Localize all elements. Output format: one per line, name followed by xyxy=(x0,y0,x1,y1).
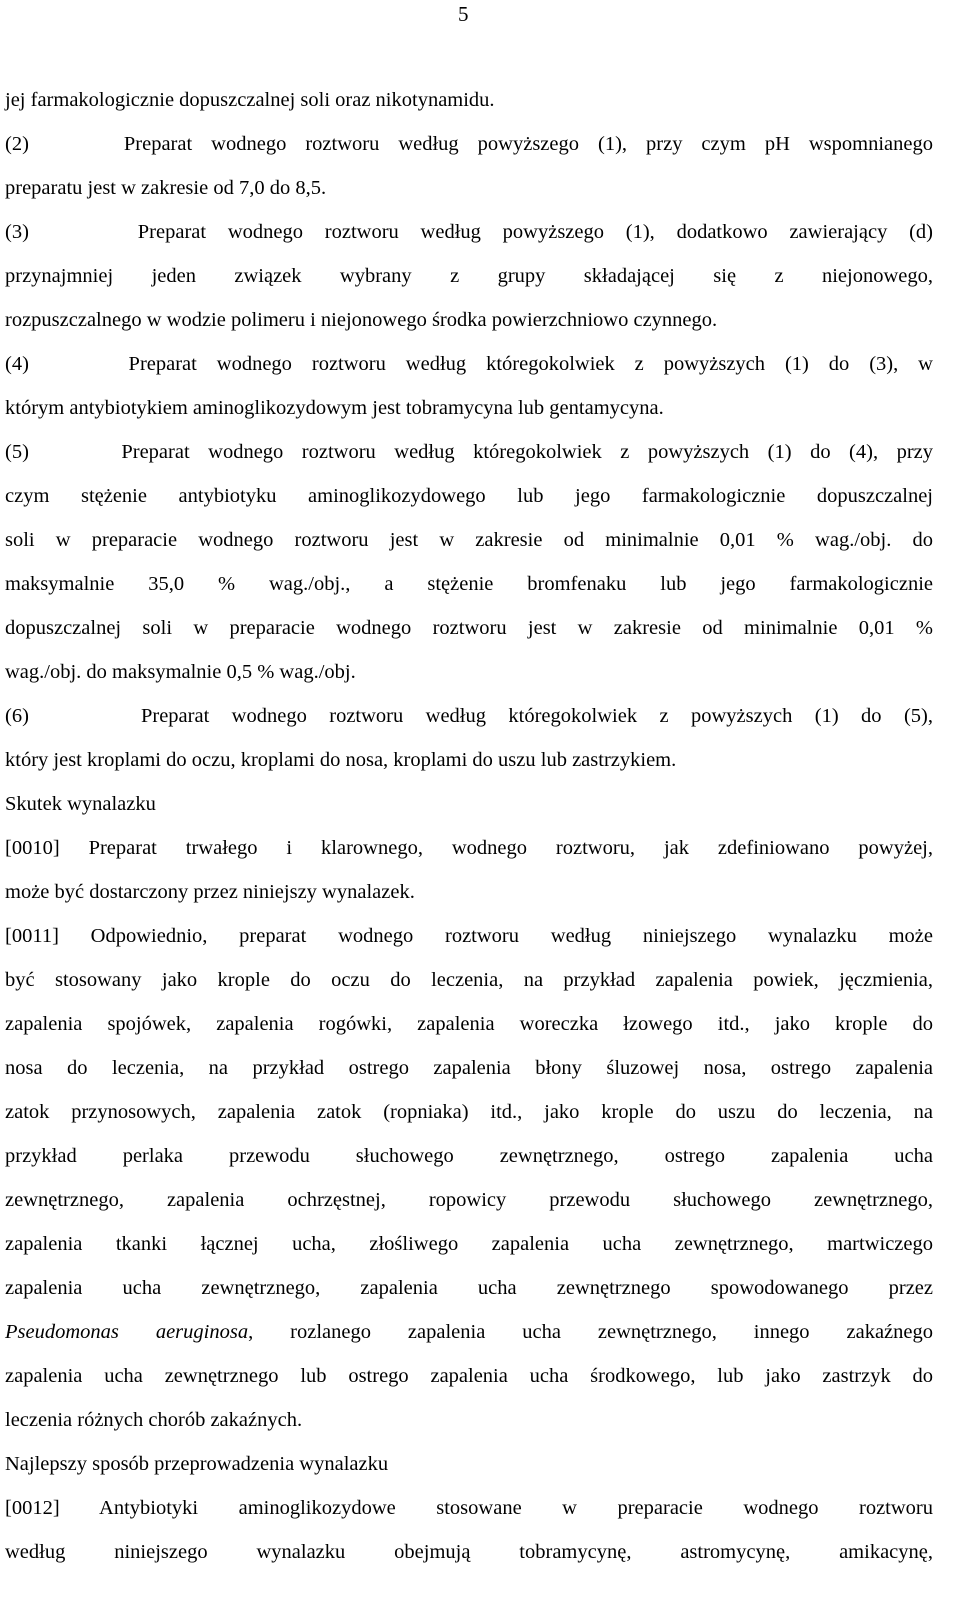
paragraph-0011-line: nosa do leczenia, na przykład ostrego zapalenia błony śluzowej nosa, ostrego zapalenia xyxy=(5,1057,933,1079)
paragraph-0011-line: zapalenia tkanki łącznej ucha, złośliwego zapalenia ucha zewnętrznego, martwiczego xyxy=(5,1233,933,1255)
text-line: jej farmakologicznie dopuszczalnej soli oraz nikotynamidu. xyxy=(5,89,495,111)
claim-5-line: soli w preparacie wodnego roztworu jest w zakresie od minimalnie 0,01 % wag./obj. do xyxy=(5,529,933,551)
paragraph-0011-line: zapalenia spojówek, zapalenia rogówki, zapalenia woreczka łzowego itd., jako krople do xyxy=(5,1013,933,1035)
claim-4-line: którym antybiotykiem aminoglikozydowym jest tobramycyna lub gentamycyna. xyxy=(5,397,664,419)
claim-6-line: który jest kroplami do oczu, kroplami do nosa, kroplami do uszu lub zastrzykiem. xyxy=(5,749,677,771)
paragraph-0011-line: zapalenia ucha zewnętrznego lub ostrego zapalenia ucha środkowego, lub jako zastrzyk do xyxy=(5,1365,933,1387)
paragraph-0011-line: zapalenia ucha zewnętrznego, zapalenia ucha zewnętrznego spowodowanego przez xyxy=(5,1277,933,1299)
paragraph-0011-line: leczenia różnych chorób zakaźnych. xyxy=(5,1409,303,1431)
claim-5-line: czym stężenie antybiotyku aminoglikozydowego lub jego farmakologicznie dopuszczalnej xyxy=(5,485,933,507)
species-name: Pseudomonas aeruginosa xyxy=(5,1321,249,1343)
paragraph-0010-line: [0010] Preparat trwałego i klarownego, wodnego roztworu, jak zdefiniowano powyżej, xyxy=(5,837,933,859)
claim-5-line: maksymalnie 35,0 % wag./obj., a stężenie bromfenaku lub jego farmakologicznie xyxy=(5,573,933,595)
claim-3-line: rozpuszczalnego w wodzie polimeru i niejonowego środka powierzchniowo czynnego. xyxy=(5,309,718,331)
section-heading-effect: Skutek wynalazku xyxy=(5,793,156,815)
paragraph-0010-line: może być dostarczony przez niniejszy wynalazek. xyxy=(5,881,415,903)
claim-5-line: (5) Preparat wodnego roztworu według któregokolwiek z powyższych (1) do (4), przy xyxy=(5,441,933,463)
page-number: 5 xyxy=(458,2,469,26)
claim-4-line: (4) Preparat wodnego roztworu według któregokolwiek z powyższych (1) do (3), w xyxy=(5,353,933,375)
claim-5-line: wag./obj. do maksymalnie 0,5 % wag./obj. xyxy=(5,661,356,683)
paragraph-0011-line: zatok przynosowych, zapalenia zatok (ropniaka) itd., jako krople do uszu do leczenia, na xyxy=(5,1101,933,1123)
paragraph-0011-line: przykład perlaka przewodu słuchowego zewnętrznego, ostrego zapalenia ucha xyxy=(5,1145,933,1167)
claim-3-line: przynajmniej jeden związek wybrany z grupy składającej się z niejonowego, xyxy=(5,265,933,287)
claim-3-line: (3) Preparat wodnego roztworu według powyższego (1), dodatkowo zawierający (d) xyxy=(5,221,933,243)
paragraph-0012-line: według niniejszego wynalazku obejmują tobramycynę, astromycynę, amikacynę, xyxy=(5,1541,933,1563)
claim-6-line: (6) Preparat wodnego roztworu według któregokolwiek z powyższych (1) do (5), xyxy=(5,705,933,727)
section-heading-best-mode: Najlepszy sposób przeprowadzenia wynalazku xyxy=(5,1453,389,1475)
document-body xyxy=(5,78,933,1574)
claim-5-line: dopuszczalnej soli w preparacie wodnego roztworu jest w zakresie od minimalnie 0,01 % xyxy=(5,617,933,639)
paragraph-0011-line: być stosowany jako krople do oczu do leczenia, na przykład zapalenia powiek, jęczmienia, xyxy=(5,969,933,991)
claim-2-line: preparatu jest w zakresie od 7,0 do 8,5. xyxy=(5,177,327,199)
claim-2-line: (2) Preparat wodnego roztworu według powyższego (1), przy czym pH wspomnianego xyxy=(5,133,933,155)
paragraph-0011-line-rest: , rozlanego zapalenia ucha zewnętrznego, innego zakaźnego xyxy=(248,1321,933,1343)
paragraph-0011-line: [0011] Odpowiednio, preparat wodnego roztworu według niniejszego wynalazku może xyxy=(5,925,933,947)
paragraph-0012-line: [0012] Antybiotyki aminoglikozydowe stosowane w preparacie wodnego roztworu xyxy=(5,1497,933,1519)
paragraph-0011-line xyxy=(5,1310,933,1354)
paragraph-0011-line: zewnętrznego, zapalenia ochrzęstnej, ropowicy przewodu słuchowego zewnętrznego, xyxy=(5,1189,933,1211)
